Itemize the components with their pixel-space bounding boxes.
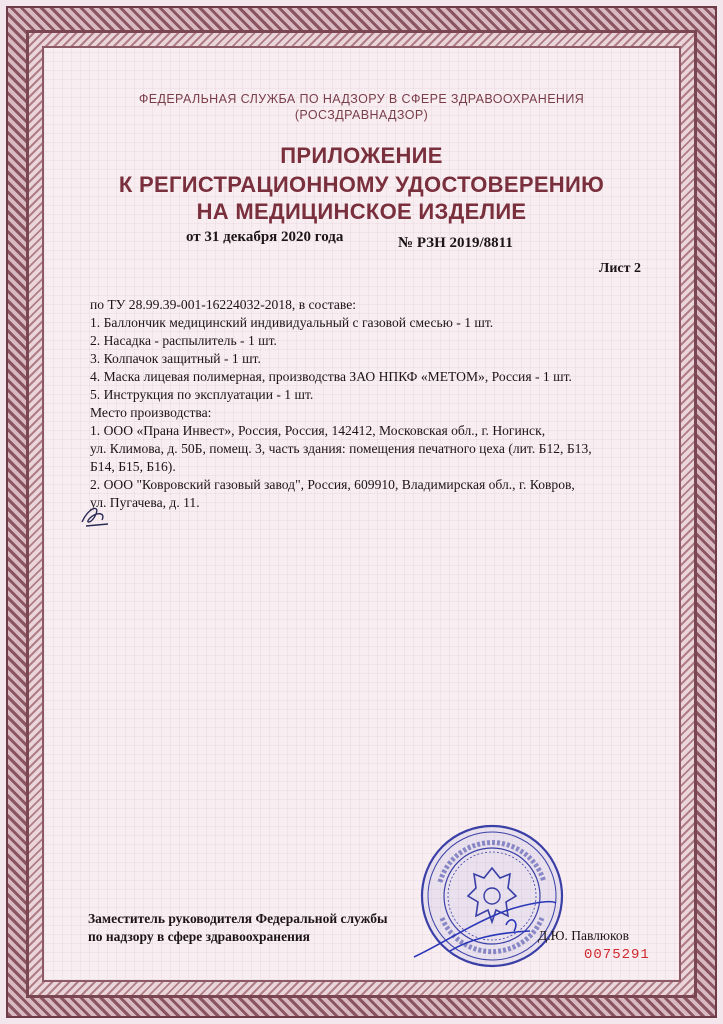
- body-line: Б14, Б15, Б16).: [90, 459, 176, 474]
- body-line: Место производства:: [90, 405, 212, 420]
- initials-mark: [78, 498, 112, 530]
- body-line: 4. Маска лицевая полимерная, производства ЗАО НПКФ «МЕТОМ», Россия - 1 шт.: [90, 369, 572, 384]
- signer-title: [88, 910, 388, 946]
- agency-name: ФЕДЕРАЛЬНАЯ СЛУЖБА ПО НАДЗОРУ В СФЕРЕ ЗДРАВООХРАНЕНИЯ: [138, 92, 585, 106]
- body-line: ул. Пугачева, д. 11.: [90, 495, 200, 510]
- document-subtitle-1: К РЕГИСТРАЦИОННОМУ УДОСТОВЕРЕНИЮ: [118, 172, 605, 197]
- body-line: по ТУ 28.99.39-001-16224032-2018, в составе:: [90, 297, 357, 312]
- document-title: ПРИЛОЖЕНИЕ: [280, 143, 443, 168]
- body-line: 5. Инструкция по эксплуатации - 1 шт.: [90, 387, 314, 402]
- body-line: 2. ООО "Ковровский газовый завод", Россия, 609910, Владимирская обл., г. Ковров,: [90, 477, 575, 492]
- body-line: 2. Насадка - распылитель - 1 шт.: [90, 333, 277, 348]
- body-line: 1. ООО «Прана Инвест», Россия, Россия, 142412, Московская обл., г. Ногинск,: [90, 423, 546, 438]
- signer-title-line: Заместитель руководителя Федеральной службы: [88, 911, 388, 926]
- document-date: от 31 декабря 2020 года: [186, 229, 344, 245]
- sheet-number: Лист 2: [598, 261, 641, 276]
- serial-number: 0075291: [584, 947, 650, 963]
- document-body: [90, 296, 650, 512]
- body-line: ул. Климова, д. 50Б, помещ. 3, часть здания: помещения печатного цеха (лит. Б12, Б13,: [90, 441, 592, 456]
- agency-abbreviation: (РОСЗДРАВНАДЗОР): [294, 108, 429, 122]
- signer-name: Д.Ю. Павлюков: [538, 928, 629, 943]
- registration-number: № РЗН 2019/8811: [398, 235, 513, 251]
- document-subtitle-2: НА МЕДИЦИНСКОЕ ИЗДЕЛИЕ: [196, 199, 527, 224]
- body-line: 3. Колпачок защитный - 1 шт.: [90, 351, 261, 366]
- signer-title-line: по надзору в сфере здравоохранения: [88, 929, 310, 944]
- body-line: 1. Баллончик медицинский индивидуальный с газовой смесью - 1 шт.: [90, 315, 494, 330]
